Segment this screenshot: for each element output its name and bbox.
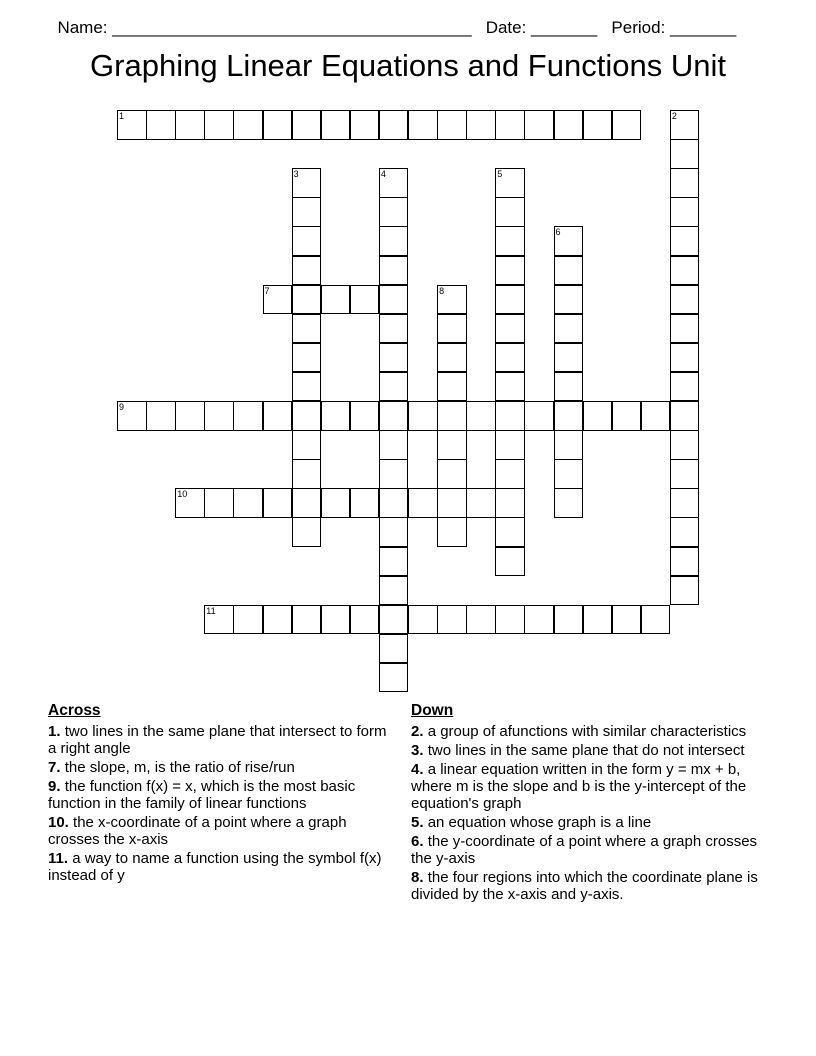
crossword-cell[interactable]	[379, 343, 409, 373]
date-field-label: Date: _______	[485, 18, 598, 37]
crossword-cell[interactable]	[437, 372, 467, 402]
crossword-cell[interactable]	[263, 401, 293, 431]
crossword-cell[interactable]	[495, 285, 525, 315]
crossword-cell[interactable]	[641, 605, 671, 635]
crossword-cell[interactable]	[292, 430, 322, 460]
crossword-cell[interactable]	[670, 285, 700, 315]
crossword-cell[interactable]	[350, 110, 380, 140]
crossword-cell[interactable]	[670, 459, 700, 489]
crossword-cell[interactable]	[670, 343, 700, 373]
crossword-cell[interactable]	[379, 547, 409, 577]
crossword-cell[interactable]	[437, 314, 467, 344]
crossword-cell[interactable]	[204, 488, 234, 518]
crossword-cell[interactable]	[495, 430, 525, 460]
crossword-cell[interactable]	[437, 110, 467, 140]
crossword-cell[interactable]	[292, 197, 322, 227]
crossword-cell[interactable]	[321, 110, 351, 140]
crossword-cell[interactable]	[495, 517, 525, 547]
crossword-cell[interactable]	[466, 110, 496, 140]
crossword-cell[interactable]	[554, 256, 584, 286]
clue-down-3: 3. two lines in the same plane that do not intersect	[411, 742, 745, 759]
crossword-cell[interactable]	[495, 401, 525, 431]
crossword-cell[interactable]	[146, 401, 176, 431]
crossword-cell[interactable]	[466, 605, 496, 635]
name-field-label: Name: ______________________________________	[57, 18, 472, 37]
crossword-cell[interactable]	[670, 314, 700, 344]
crossword-cell[interactable]	[495, 343, 525, 373]
crossword-cell[interactable]	[292, 285, 322, 315]
crossword-cell[interactable]	[175, 401, 205, 431]
crossword-cell[interactable]	[379, 401, 409, 431]
crossword-cell[interactable]	[495, 547, 525, 577]
crossword-cell[interactable]	[670, 256, 700, 286]
crossword-cell[interactable]	[495, 226, 525, 256]
crossword-cell[interactable]	[379, 197, 409, 227]
crossword-cell[interactable]	[379, 372, 409, 402]
crossword-cell[interactable]	[233, 488, 263, 518]
crossword-cell[interactable]	[554, 372, 584, 402]
crossword-cell[interactable]	[379, 226, 409, 256]
clue-across-9: 9. the function f(x) = x, which is the most basic function in the family of linear functions	[48, 778, 356, 812]
crossword-cell[interactable]	[408, 401, 438, 431]
crossword-cell[interactable]	[292, 372, 322, 402]
crossword-cell[interactable]	[379, 634, 409, 664]
clue-number-6: 6	[555, 227, 561, 238]
crossword-cell[interactable]	[437, 343, 467, 373]
crossword-cell[interactable]	[524, 401, 554, 431]
crossword-cell[interactable]	[495, 110, 525, 140]
across-clues	[48, 702, 398, 886]
period-field-label: Period: _______	[611, 18, 737, 37]
crossword-cell[interactable]	[321, 488, 351, 518]
crossword-cell[interactable]	[379, 430, 409, 460]
clue-number-2: 2	[671, 111, 677, 121]
crossword-cell[interactable]	[350, 285, 380, 315]
crossword-cell[interactable]	[204, 110, 234, 140]
crossword-cell[interactable]	[175, 110, 205, 140]
crossword-cell[interactable]	[466, 401, 496, 431]
clue-down-8: 8. the four regions into which the coordinate plane is divided by the x-axis and y-axis.	[411, 869, 758, 903]
crossword-cell[interactable]	[204, 401, 234, 431]
crossword-cell[interactable]	[466, 488, 496, 518]
clue-down-4: 4. a linear equation written in the form y = mx + b, where m is the slope and b is the y-intercept of the equation's graph	[411, 761, 747, 812]
crossword-cell[interactable]	[437, 517, 467, 547]
clue-across-1: 1. two lines in the same plane that intersect to form a right angle	[48, 723, 387, 757]
crossword-cell[interactable]	[670, 488, 700, 518]
crossword-cell[interactable]	[292, 256, 322, 286]
clue-down-5: 5. an equation whose graph is a line	[411, 814, 652, 831]
crossword-cell[interactable]	[292, 459, 322, 489]
crossword-cell[interactable]	[554, 343, 584, 373]
crossword-cell[interactable]	[495, 372, 525, 402]
crossword-cell[interactable]	[321, 401, 351, 431]
crossword-cell[interactable]	[670, 547, 700, 577]
crossword-cell[interactable]	[670, 517, 700, 547]
crossword-cell[interactable]	[146, 110, 176, 140]
crossword-cell[interactable]	[292, 343, 322, 373]
crossword-cell[interactable]	[554, 110, 584, 140]
crossword-cell[interactable]	[321, 285, 351, 315]
crossword-cell[interactable]	[233, 401, 263, 431]
crossword-cell[interactable]	[612, 110, 642, 140]
crossword-cell[interactable]	[321, 605, 351, 635]
crossword-cell[interactable]	[495, 459, 525, 489]
crossword-cell[interactable]	[379, 110, 409, 140]
crossword-cell[interactable]	[670, 226, 700, 256]
crossword-cell[interactable]	[350, 488, 380, 518]
clue-down-2: 2. a group of afunctions with similar characteristics	[411, 723, 747, 740]
crossword-cell[interactable]	[379, 576, 409, 606]
crossword-cell[interactable]	[379, 459, 409, 489]
crossword-cell[interactable]	[292, 605, 322, 635]
clue-number-4: 4	[380, 169, 386, 180]
crossword-cell[interactable]	[379, 285, 409, 315]
crossword-cell[interactable]	[408, 488, 438, 518]
clue-number-8: 8	[439, 285, 445, 296]
down-heading: Down	[411, 702, 454, 719]
crossword-cell[interactable]	[495, 197, 525, 227]
clue-across-10: 10. the x-coordinate of a point where a graph crosses the x-axis	[48, 814, 347, 848]
crossword-cell[interactable]	[670, 430, 700, 460]
crossword-cell[interactable]	[554, 285, 584, 315]
crossword-cell[interactable]	[670, 139, 700, 169]
down-clues	[411, 702, 761, 905]
crossword-cell[interactable]	[292, 110, 322, 140]
crossword-cell[interactable]	[437, 605, 467, 635]
crossword-cell[interactable]	[437, 430, 467, 460]
crossword-cell[interactable]	[641, 401, 671, 431]
crossword-cell[interactable]	[379, 488, 409, 518]
crossword-cell[interactable]	[437, 488, 467, 518]
crossword-cell[interactable]	[379, 256, 409, 286]
crossword-cell[interactable]	[292, 517, 322, 547]
clue-across-11: 11. a way to name a function using the symbol f(x) instead of y	[48, 850, 382, 884]
crossword-cell[interactable]	[495, 488, 525, 518]
crossword-cell[interactable]	[495, 605, 525, 635]
across-heading: Across	[48, 702, 101, 719]
clue-number-3: 3	[293, 169, 299, 180]
crossword-cell[interactable]	[292, 314, 322, 344]
crossword-cell[interactable]	[554, 430, 584, 460]
crossword-cell[interactable]	[408, 110, 438, 140]
crossword-cell[interactable]	[495, 256, 525, 286]
crossword-cell[interactable]	[350, 605, 380, 635]
crossword-cell[interactable]	[350, 401, 380, 431]
crossword-cell[interactable]	[583, 401, 613, 431]
crossword-cell[interactable]	[379, 605, 409, 635]
crossword-cell[interactable]	[670, 168, 700, 198]
crossword-cell[interactable]	[379, 314, 409, 344]
crossword-cell[interactable]	[524, 110, 554, 140]
crossword-cell[interactable]	[292, 488, 322, 518]
crossword-cell[interactable]	[263, 110, 293, 140]
crossword-cell[interactable]	[554, 401, 584, 431]
crossword-cell[interactable]	[670, 372, 700, 402]
crossword-cell[interactable]	[670, 197, 700, 227]
clue-number-10: 10	[177, 489, 188, 500]
crossword-cell[interactable]	[554, 459, 584, 489]
crossword-cell[interactable]	[583, 605, 613, 635]
clue-down-6: 6. the y-coordinate of a point where a graph crosses the y-axis	[411, 833, 758, 867]
clue-across-7: 7. the slope, m, is the ratio of rise/run	[48, 759, 295, 776]
crossword-cell[interactable]	[263, 605, 293, 635]
crossword-cell[interactable]	[612, 605, 642, 635]
clue-number-5: 5	[497, 169, 503, 180]
crossword-cell[interactable]	[263, 488, 293, 518]
crossword-cell[interactable]	[670, 401, 700, 431]
crossword-cell[interactable]	[233, 605, 263, 635]
page-title: Graphing Linear Equations and Functions Unit	[90, 48, 726, 83]
crossword-cell[interactable]	[583, 110, 613, 140]
crossword-cell[interactable]	[379, 517, 409, 547]
crossword-cell[interactable]	[612, 401, 642, 431]
clue-number-11: 11	[206, 605, 216, 616]
crossword-cell[interactable]	[379, 663, 409, 693]
crossword-cell[interactable]	[554, 605, 584, 635]
crossword-cell[interactable]	[233, 110, 263, 140]
crossword-cell[interactable]	[437, 401, 467, 431]
crossword-cell[interactable]	[495, 314, 525, 344]
crossword-cell[interactable]	[554, 314, 584, 344]
crossword-cell[interactable]	[524, 605, 554, 635]
crossword-cell[interactable]	[554, 488, 584, 518]
crossword-cell[interactable]	[292, 226, 322, 256]
clue-number-1: 1	[119, 111, 125, 121]
crossword-cell[interactable]	[670, 576, 700, 606]
clue-number-9: 9	[119, 402, 125, 412]
crossword-cell[interactable]	[408, 605, 438, 635]
crossword-cell[interactable]	[437, 459, 467, 489]
crossword-cell[interactable]	[292, 401, 322, 431]
clue-number-7: 7	[264, 285, 270, 296]
